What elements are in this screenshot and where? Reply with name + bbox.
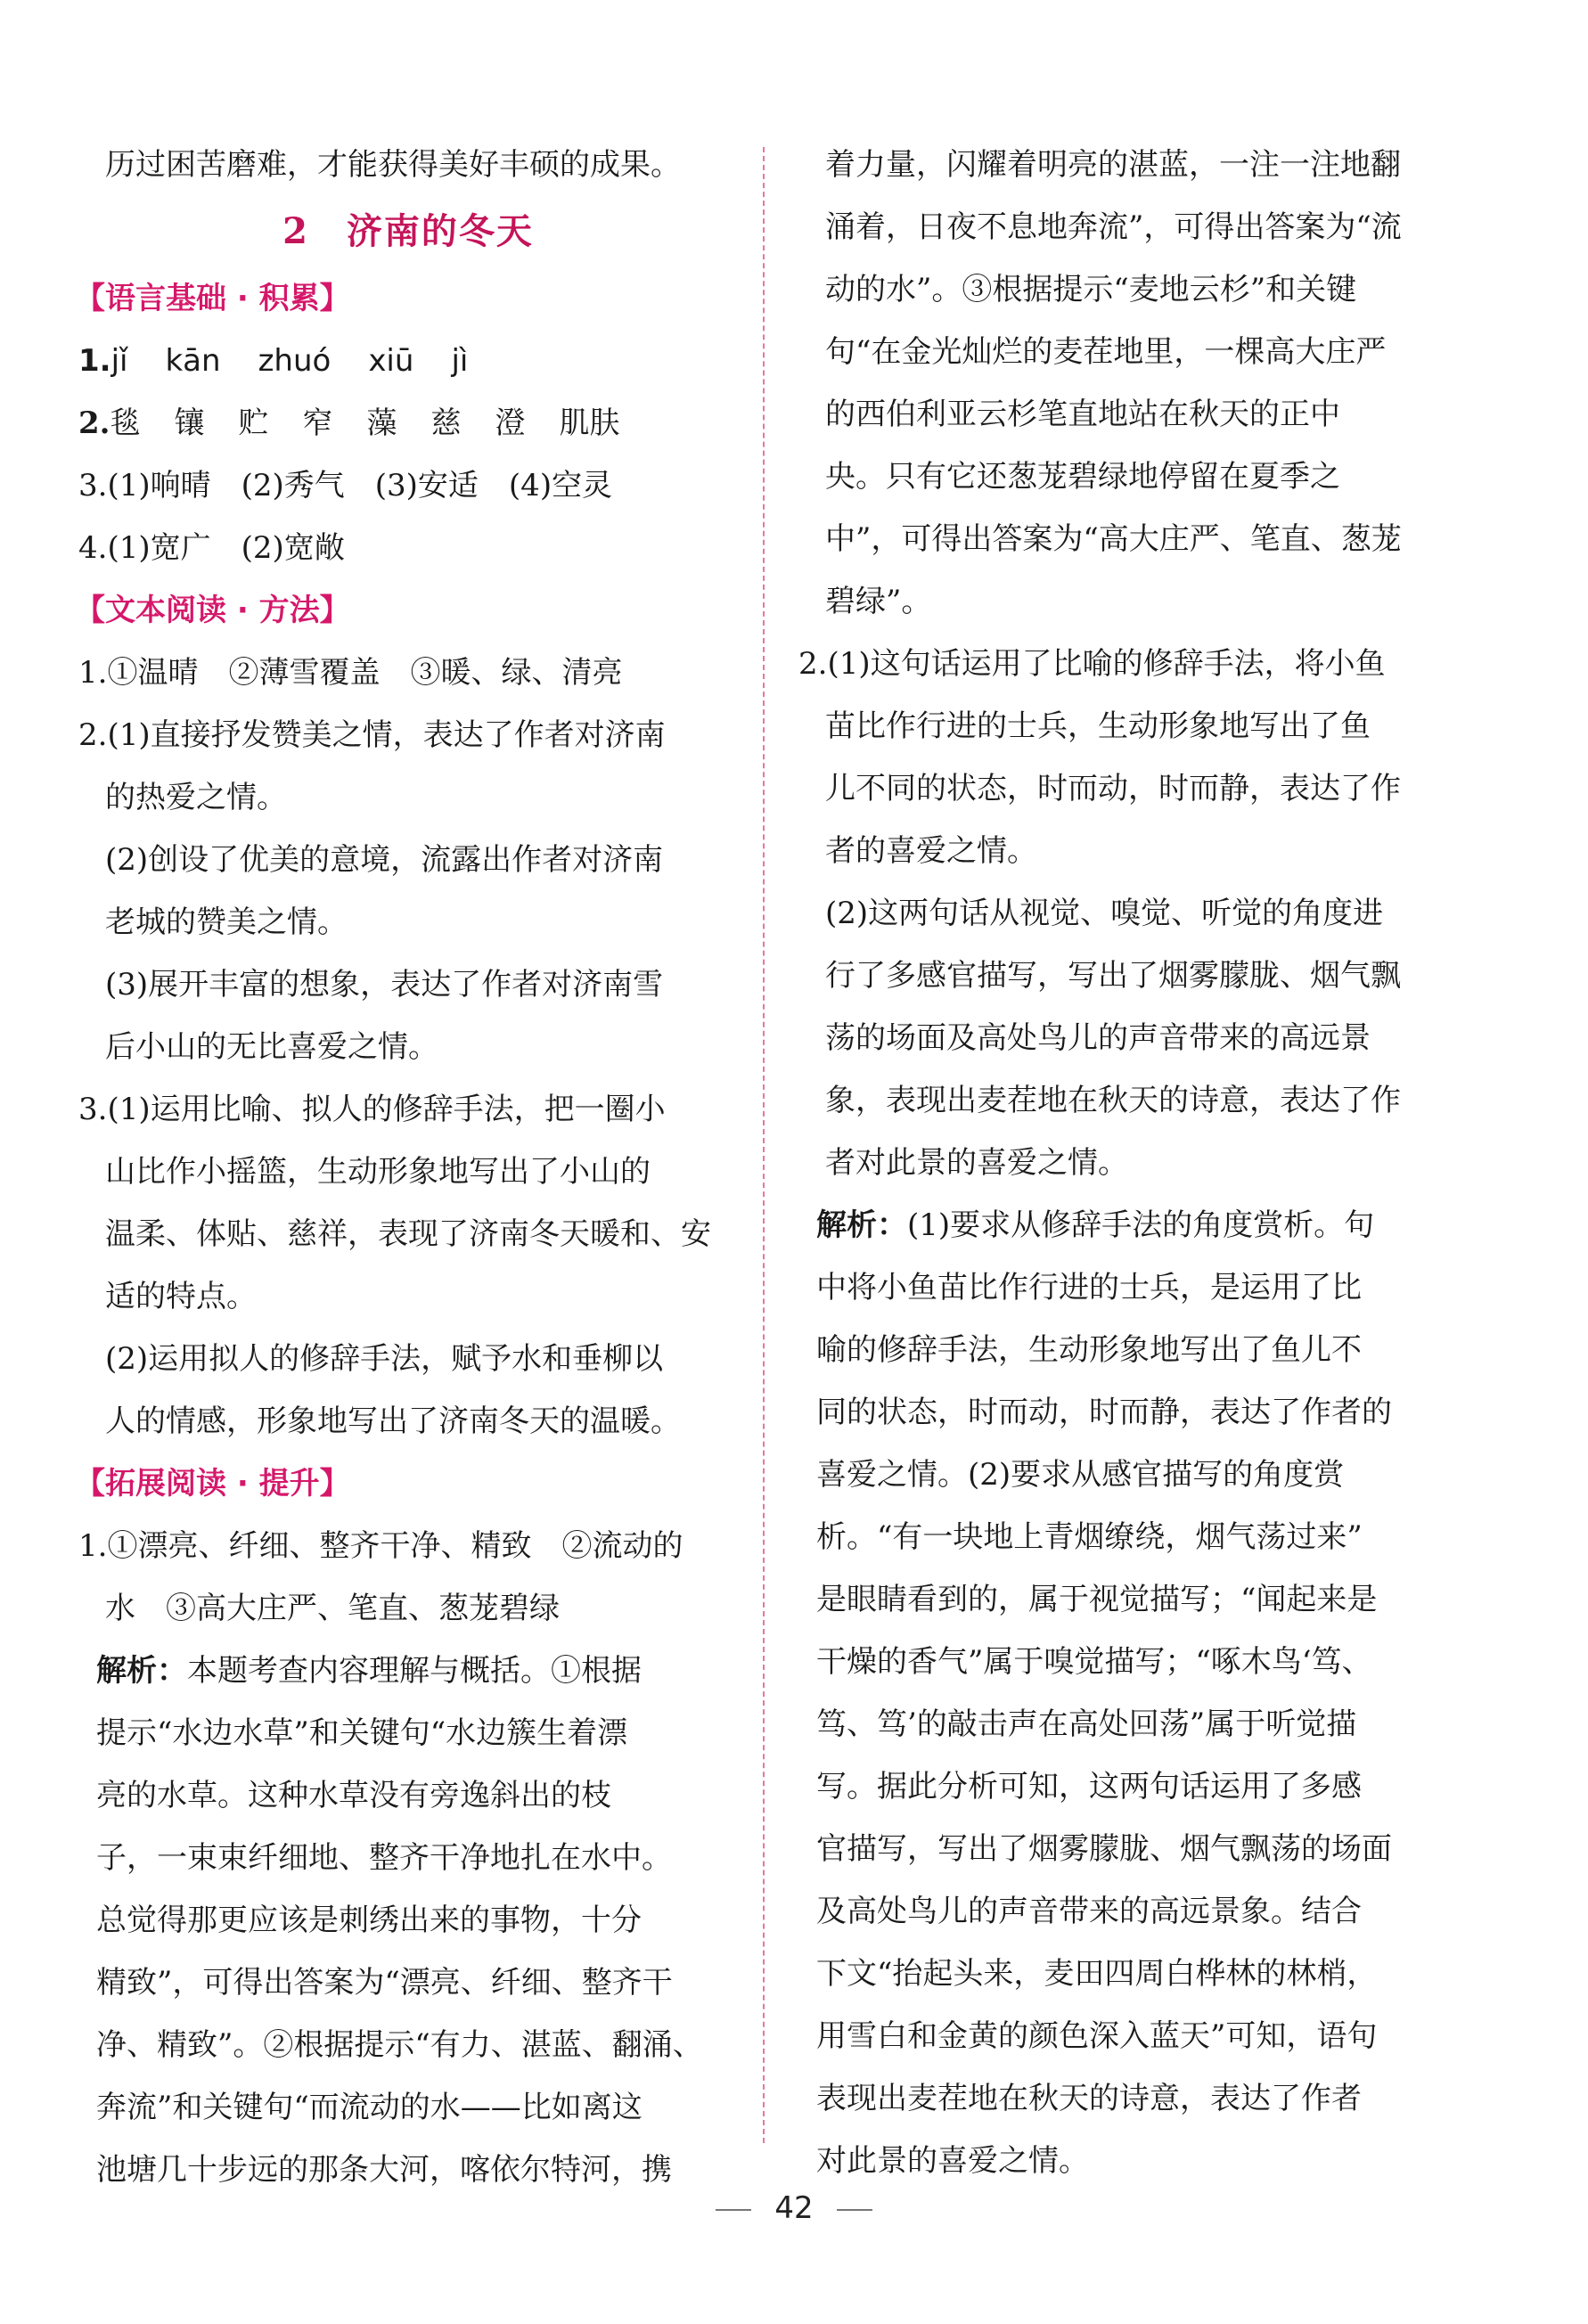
reading-answer-2-line: 的热爱之情。 — [105, 780, 287, 815]
word-item: 窄 — [302, 405, 333, 441]
pinyin-item: jǐ — [111, 343, 128, 379]
analysis-line: 亮的水草。这种水草没有旁逸斜出的枝 — [96, 1778, 611, 1813]
continued-analysis-line: 句“在金光灿烂的麦茬地里，一棵高大庄严 — [825, 334, 1387, 370]
pinyin-item: zhuó — [258, 343, 332, 379]
continued-analysis-line: 央。只有它还葱茏碧绿地停留在夏季之 — [825, 459, 1340, 495]
answer-3: 3.(1)响晴 (2)秀气 (3)安适 (4)空灵 — [78, 468, 613, 503]
analysis-text: (1)要求从修辞手法的角度赏析。句 — [907, 1207, 1375, 1243]
extended-answer-2-line: 苗比作行进的士兵，生动形象地写出了鱼 — [825, 708, 1371, 744]
analysis-line: 总觉得那更应该是刺绣出来的事物，十分 — [96, 1903, 642, 1938]
reading-answer-2-line: 2.(1)直接抒发赞美之情，表达了作者对济南 — [78, 717, 666, 753]
analysis-line: 提示“水边水草”和关键句“水边簇生着漂 — [96, 1715, 628, 1751]
reading-answer-3-line: 温柔、体贴、慈祥，表现了济南冬天暖和、安 — [105, 1216, 711, 1252]
intro-line: 历过困苦磨难，才能获得美好丰硕的成果。 — [105, 147, 681, 183]
analysis-line: 精致”，可得出答案为“漂亮、纤细、整齐干 — [96, 1965, 673, 2001]
reading-answer-2-line: 后小山的无比喜爱之情。 — [105, 1029, 438, 1065]
analysis-line: 及高处鸟儿的声音带来的高远景象。结合 — [816, 1894, 1362, 1929]
word-item: 毯 — [110, 405, 141, 441]
analysis-line: 池塘几十步远的那条大河，喀依尔特河，携 — [96, 2152, 672, 2188]
continued-analysis-line: 动的水”。③根据提示“麦地云杉”和关键 — [825, 272, 1357, 307]
analysis-line: 下文“抬起头来，麦田四周白桦林的林梢， — [816, 1956, 1378, 1992]
analysis-line: 写。据此分析可知，这两句话运用了多感 — [816, 1769, 1362, 1804]
extended-answer-2-line: 行了多感官描写，写出了烟雾朦胧、烟气飘 — [825, 958, 1401, 994]
analysis-line: 官描写，写出了烟雾朦胧、烟气飘荡的场面 — [816, 1831, 1392, 1867]
pinyin-item: kān — [165, 343, 221, 379]
extended-answer-2-line: 者对此景的喜爱之情。 — [825, 1145, 1128, 1181]
word-item: 藻 — [366, 405, 397, 441]
reading-answer-3-line: 山比作小摇篮，生动形象地写出了小山的 — [105, 1154, 651, 1190]
reading-answer-3-line: (2)运用拟人的修辞手法，赋予水和垂柳以 — [105, 1341, 664, 1377]
analysis-label: 解析： — [96, 1653, 187, 1689]
continued-analysis-line: 的西伯利亚云杉笔直地站在秋天的正中 — [825, 397, 1340, 432]
analysis-line: 喜爱之情。(2)要求从感官描写的角度赏 — [816, 1457, 1345, 1493]
continued-analysis-line: 碧绿”。 — [825, 584, 932, 619]
analysis-line: 对此景的喜爱之情。 — [816, 2143, 1089, 2179]
reading-answer-2-line: (3)展开丰富的想象，表达了作者对济南雪 — [105, 967, 664, 1002]
page-number-dash — [716, 2209, 751, 2211]
extended-answer-2-line: 2.(1)这句话运用了比喻的修辞手法，将小鱼 — [798, 646, 1386, 682]
analysis-line: 析。“有一块地上青烟缭绕，烟气荡过来” — [816, 1519, 1363, 1555]
analysis-line: 笃、笃’的敲击声在高处回荡”属于听觉描 — [816, 1706, 1357, 1742]
continued-analysis-line: 着力量，闪耀着明亮的湛蓝，一注一注地翻 — [825, 147, 1401, 183]
extended-answer-2-line: 儿不同的状态，时而动，时而静，表达了作 — [825, 771, 1401, 806]
reading-answer-3-line: 人的情感，形象地写出了济南冬天的温暖。 — [105, 1403, 681, 1439]
reading-answer-2-line: 老城的赞美之情。 — [105, 904, 348, 940]
question-number: 1. — [78, 343, 111, 379]
word-item: 肌肤 — [559, 405, 620, 441]
section-heading-extended: 【拓展阅读 · 提升】 — [75, 1466, 350, 1502]
analysis-line: 是眼睛看到的，属于视觉描写；“闻起来是 — [816, 1582, 1378, 1617]
answer-4: 4.(1)宽广 (2)宽敞 — [78, 530, 345, 566]
page-number-value: 42 — [774, 2190, 814, 2226]
word-item: 镶 — [174, 405, 205, 441]
analysis-line: 奔流”和关键句“而流动的水——比如离这 — [96, 2090, 643, 2125]
analysis-line: 子，一束束纤细地、整齐干净地扎在水中。 — [96, 1840, 672, 1876]
extended-answer-1-line: 水 ③高大庄严、笔直、葱茏碧绿 — [105, 1591, 560, 1626]
continued-analysis-line: 中”，可得出答案为“高大庄严、笔直、葱茏 — [825, 521, 1402, 557]
analysis-line: 净、精致”。②根据提示“有力、湛蓝、翻涌、 — [96, 2027, 703, 2063]
lesson-title: 2 济南的冬天 — [282, 210, 534, 252]
page-number-dash — [837, 2209, 872, 2211]
analysis-text: 本题考查内容理解与概括。①根据 — [187, 1653, 642, 1689]
section-heading-language: 【语言基础 · 积累】 — [75, 281, 350, 316]
word-item: 慈 — [430, 405, 462, 441]
extended-answer-2-line: 荡的场面及高处鸟儿的声音带来的高远景 — [825, 1020, 1371, 1056]
answer-2-words — [78, 392, 738, 454]
reading-answer-1: 1.①温晴 ②薄雪覆盖 ③暖、绿、清亮 — [78, 655, 623, 691]
pinyin-item: jì — [451, 343, 469, 379]
pinyin-item: xiū — [368, 343, 414, 379]
extended-answer-1-line: 1.①漂亮、纤细、整齐干净、精致 ②流动的 — [78, 1528, 683, 1564]
column-divider — [763, 147, 765, 2143]
analysis-line — [78, 1640, 738, 1702]
section-heading-reading: 【文本阅读 · 方法】 — [75, 593, 350, 628]
continued-analysis-line: 涌着，日夜不息地奔流”，可得出答案为“流 — [825, 209, 1402, 245]
extended-answer-2-line: 者的喜爱之情。 — [825, 833, 1037, 869]
right-column — [798, 134, 1449, 2192]
analysis-line: 喻的修辞手法，生动形象地写出了鱼儿不 — [816, 1332, 1362, 1368]
reading-answer-3-line: 3.(1)运用比喻、拟人的修辞手法，把一圈小 — [78, 1092, 666, 1127]
question-number: 2. — [78, 405, 111, 441]
reading-answer-2-line: (2)创设了优美的意境，流露出作者对济南 — [105, 842, 664, 878]
analysis-line: 表现出麦茬地在秋天的诗意，表达了作者 — [816, 2081, 1362, 2116]
analysis-label: 解析： — [816, 1207, 907, 1243]
answer-1-pinyin — [78, 330, 738, 392]
page-number — [0, 2190, 1588, 2226]
left-column — [75, 134, 738, 2201]
extended-answer-2-line: (2)这两句话从视觉、嗅觉、听觉的角度进 — [825, 896, 1384, 931]
analysis-line: 中将小鱼苗比作行进的士兵，是运用了比 — [816, 1270, 1362, 1305]
word-item: 澄 — [495, 405, 526, 441]
extended-answer-2-line: 象，表现出麦茬地在秋天的诗意，表达了作 — [825, 1083, 1401, 1118]
analysis-line: 同的状态，时而动，时而静，表达了作者的 — [816, 1395, 1392, 1430]
analysis-line: 干燥的香气”属于嗅觉描写；“啄木鸟‘笃、 — [816, 1644, 1372, 1680]
analysis-line — [798, 1194, 1449, 1256]
word-item: 贮 — [238, 405, 269, 441]
reading-answer-3-line: 适的特点。 — [105, 1279, 257, 1314]
analysis-line: 用雪白和金黄的颜色深入蓝天”可知，语句 — [816, 2018, 1378, 2054]
